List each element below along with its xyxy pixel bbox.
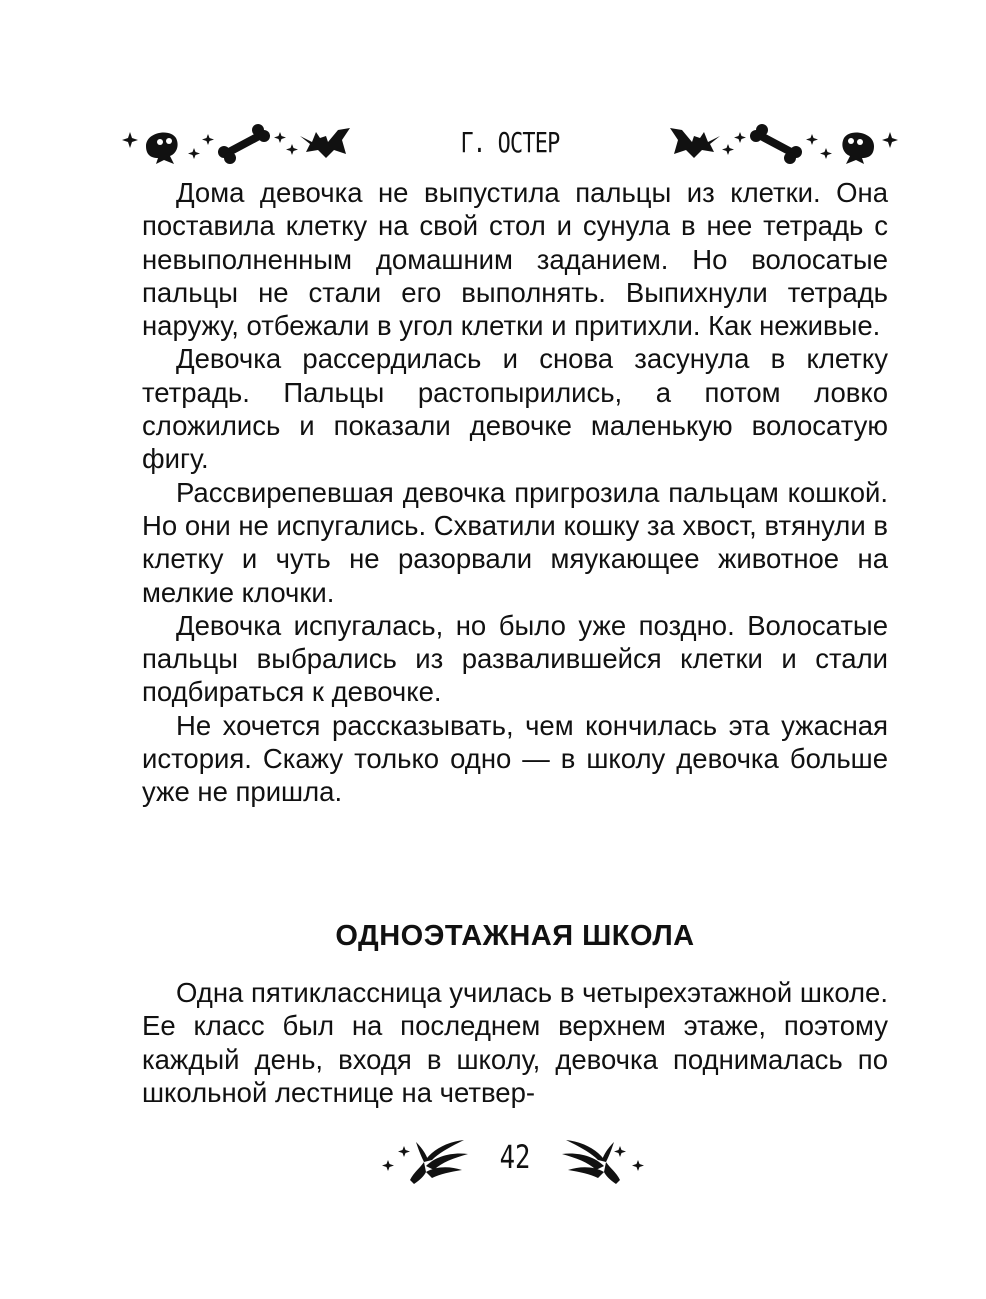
sparkle-icon [382,1160,394,1171]
paragraph: Девочка испугалась, но было уже поздно. Волосатые пальцы выбрались из развалившейся клетки и стали подбираться к девочке. [142,609,888,708]
next-story-text [142,976,888,1109]
sparkle-icon [122,132,138,148]
sparkle-icon [722,144,734,155]
bone-icon [750,124,802,164]
paragraph: Девочка рассердилась и снова засунула в клетку тетрадь. Пальцы растопырились, а потом ловко сложились и показали девочке маленькую волосатую фигу. [142,343,888,475]
page-header [120,118,900,172]
paragraph: Дома девочка не выпустила пальцы из клетки. Она поставила клетку на свой стол и сунула в нее тетрадь с невыполненным домашним заданием. Но волосатые пальцы не стали его выполнять. Выпихнули тетрадь наружу, отбежали в угол клетки и притихли. Как неживые. [142,177,888,342]
page-number: 42 [499,1138,531,1176]
ghost-icon [842,132,874,164]
story-title: ОДНОЭТАЖНАЯ ШКОЛА [335,920,695,952]
sparkle-icon [806,134,818,145]
sparkle-icon [820,148,832,159]
paragraph: Одна пятиклассница училась в четырехэтажной школе. Ее класс был на последнем верхнем этаже, поэтому каждый день, входя в школу, девочка поднималась по школьной лестнице на четвер- [142,977,888,1108]
running-head: Г. ОСТЕР [460,126,560,159]
ghost-icon [146,132,178,164]
bat-icon [670,128,720,158]
sparkle-icon [734,132,746,143]
sparkle-icon [882,132,898,148]
story-end-text [142,176,888,809]
page-footer [380,1132,650,1192]
sparkle-icon [632,1160,644,1171]
paragraph: Не хочется рассказывать, чем кончилась эта ужасная история. Скажу только одно — в школу девочка больше уже не пришла. [142,709,888,808]
paragraph: Рассвирепевшая девочка пригрозила пальцам кошкой. Но они не испугались. Схватили кошку за хвост, втянули в клетку и чуть не разорвали мяукающее животное на мелкие клочки. [142,476,888,608]
sparkle-icon [188,148,200,159]
header-ornament-right [660,118,900,172]
